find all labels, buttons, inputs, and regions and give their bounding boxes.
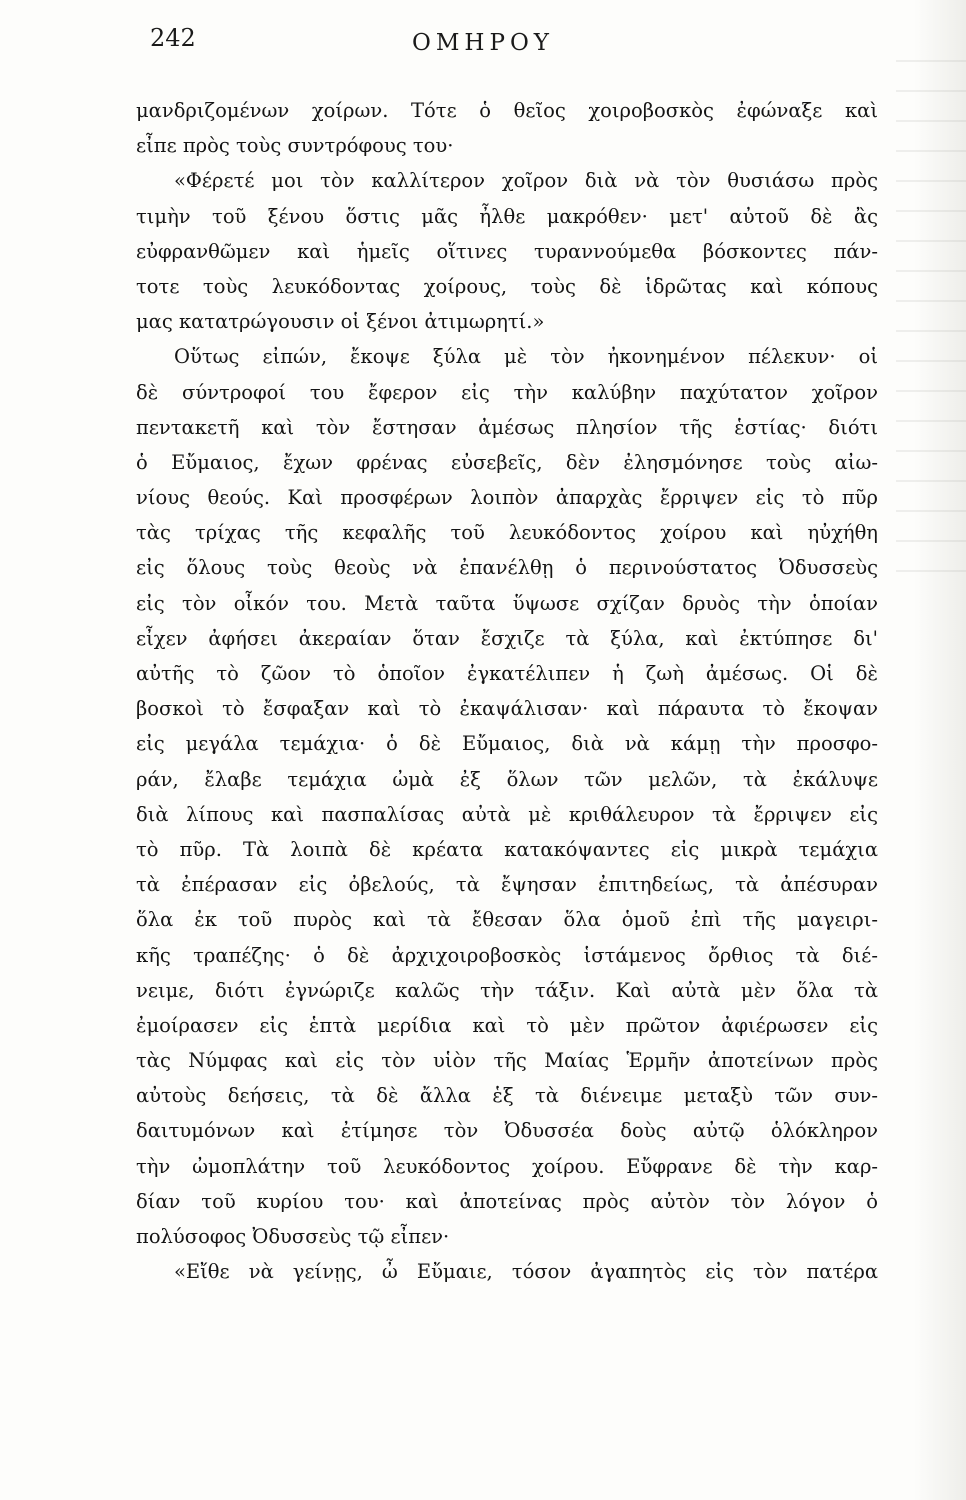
text-line: πολύσοφος Ὀδυσσεὺς τῷ εἶπεν· (136, 1225, 450, 1248)
text-line: τοτε τοὺς λευκόδοντας χοίρους, τοὺς δὲ ἱδρῶτας καὶ κόπους (136, 274, 878, 298)
text-line: εἶπε πρὸς τοὺς συντρόφους του· (136, 134, 454, 158)
text-line: διὰ λίπους καὶ πασπαλίσας αὐτὰ μὲ κριθάλευρον τὰ ἔρριψεν εἰς (136, 802, 878, 826)
text-line: ὅλα ἐκ τοῦ πυρὸς καὶ τὰ ἔθεσαν ὅλα ὁμοῦ ἐπὶ τῆς μαγειρι- (136, 908, 878, 932)
text-line: ὁ Εὔμαιος, ἔχων φρένας εὐσεβεῖς, δὲν ἐλησμόνησε τοὺς αἰω- (136, 450, 878, 474)
text-line: εὐφρανθῶμεν καὶ ἡμεῖς οἵτινες τυραννούμεθα βόσκοντες πάν- (136, 239, 878, 263)
text-line: τὸ πῦρ. Τὰ λοιπὰ δὲ κρέατα κατακόψαντες εἰς μικρὰ τεμάχια (136, 837, 878, 861)
text-line: «Εἴθε νὰ γείνῃς, ὦ Εὔμαιε, τόσον ἀγαπητὸς εἰς τὸν πατέρα (174, 1260, 878, 1284)
text-line: τιμὴν τοῦ ξένου ὅστις μᾶς ἦλθε μακρόθεν· μετ' αὐτοῦ δὲ ἂς (136, 204, 878, 228)
text-line: δίαν τοῦ κυρίου του· καὶ ἀποτείνας πρὸς αὐτὸν τὸν λόγον ὁ (136, 1189, 878, 1213)
text-line: αὐτοὺς δεήσεις, τὰ δὲ ἄλλα ἑξ τὰ διένειμε μεταξὺ τῶν συν- (136, 1084, 878, 1108)
text-line: εἰς ὅλους τοὺς θεοὺς νὰ ἐπανέλθῃ ὁ περινούστατος Ὀδυσσεὺς (136, 556, 878, 580)
text-line: δὲ σύντροφοί του ἔφερον εἰς τὴν καλύβην παχύτατον χοῖρον (136, 380, 878, 404)
page-header (0, 20, 966, 72)
text-line: πεντακετῆ καὶ τὸν ἔστησαν ἀμέσως πλησίον τῆς ἑστίας· διότι (136, 415, 878, 439)
text-line: νειμε, διότι ἐγνώριζε καλῶς τὴν τάξιν. Καὶ αὐτὰ μὲν ὅλα τὰ (136, 978, 878, 1002)
text-line: μανδριζομένων χοίρων. Τότε ὁ θεῖος χοιροβοσκὸς ἐφώναξε καὶ (136, 99, 878, 122)
text-line: ράν, ἔλαβε τεμάχια ὠμὰ ἐξ ὅλων τῶν μελῶν, τὰ ἐκάλυψε (136, 767, 878, 791)
text-line: νίους θεούς. Καὶ προσφέρων λοιπὸν ἀπαρχὰς ἔρριψεν εἰς τὸ πῦρ (136, 486, 878, 510)
text-line: τὰς τρίχας τῆς κεφαλῆς τοῦ λευκόδοντος χοίρου καὶ ηὐχήθη (136, 521, 878, 545)
text-line: εἶχεν ἀφήσει ἀκεραίαν ὅταν ἔσχιζε τὰ ξύλα, καὶ ἐκτύπησε δι' (136, 626, 878, 650)
text-line: εἰς τὸν οἶκόν του. Μετὰ ταῦτα ὕψωσε σχίζαν δρυὸς τὴν ὁποίαν (136, 591, 878, 615)
running-title: ΟΜΗΡΟΥ (412, 30, 554, 56)
text-line: βοσκοὶ τὸ ἔσφαξαν καὶ τὸ ἐκαψάλισαν· καὶ πάραυτα τὸ ἔκοψαν (136, 697, 878, 721)
text-line: δαιτυμόνων καὶ ἐτίμησε τὸν Ὀδυσσέα δοὺς αὐτῷ ὁλόκληρον (136, 1119, 878, 1143)
text-line: αὐτῆς τὸ ζῶον τὸ ὁποῖον ἐγκατέλιπεν ἡ ζωὴ ἀμέσως. Οἱ δὲ (136, 662, 878, 685)
text-line: ἐμοίρασεν εἰς ἑπτὰ μερίδια καὶ τὸ μὲν πρῶτον ἀφιέρωσεν εἰς (136, 1013, 878, 1037)
text-line: «Φέρετέ μοι τὸν καλλίτερον χοῖρον διὰ νὰ τὸν θυσιάσω πρὸς (174, 169, 878, 193)
text-line: τὰς Νύμφας καὶ εἰς τὸν υἱὸν τῆς Μαίας Ἑρμῆν ἀποτείνων πρὸς (136, 1049, 878, 1073)
bleed-through-shading (896, 60, 966, 600)
text-line: Οὕτως εἰπών, ἔκοψε ξύλα μὲ τὸν ἠκονημένον πέλεκυν· οἱ (174, 345, 878, 369)
body-text (136, 93, 878, 1289)
text-line: τὰ ἐπέρασαν εἰς ὀβελούς, τὰ ἔψησαν ἐπιτηδείως, τὰ ἀπέσυραν (136, 873, 878, 897)
text-line: εἰς μεγάλα τεμάχια· ὁ δὲ Εὔμαιος, διὰ νὰ κάμῃ τὴν προσφο- (136, 732, 878, 756)
text-line: μας κατατρώγουσιν οἱ ξένοι ἀτιμωρητί.» (136, 310, 545, 334)
text-line: κῆς τραπέζης· ὁ δὲ ἀρχιχοιροβοσκὸς ἱστάμενος ὄρθιος τὰ διέ- (136, 943, 878, 967)
page-number: 242 (150, 24, 196, 52)
text-line: τὴν ὠμοπλάτην τοῦ λευκόδοντος χοίρου. Εὔφρανε δὲ τὴν καρ- (136, 1154, 878, 1178)
